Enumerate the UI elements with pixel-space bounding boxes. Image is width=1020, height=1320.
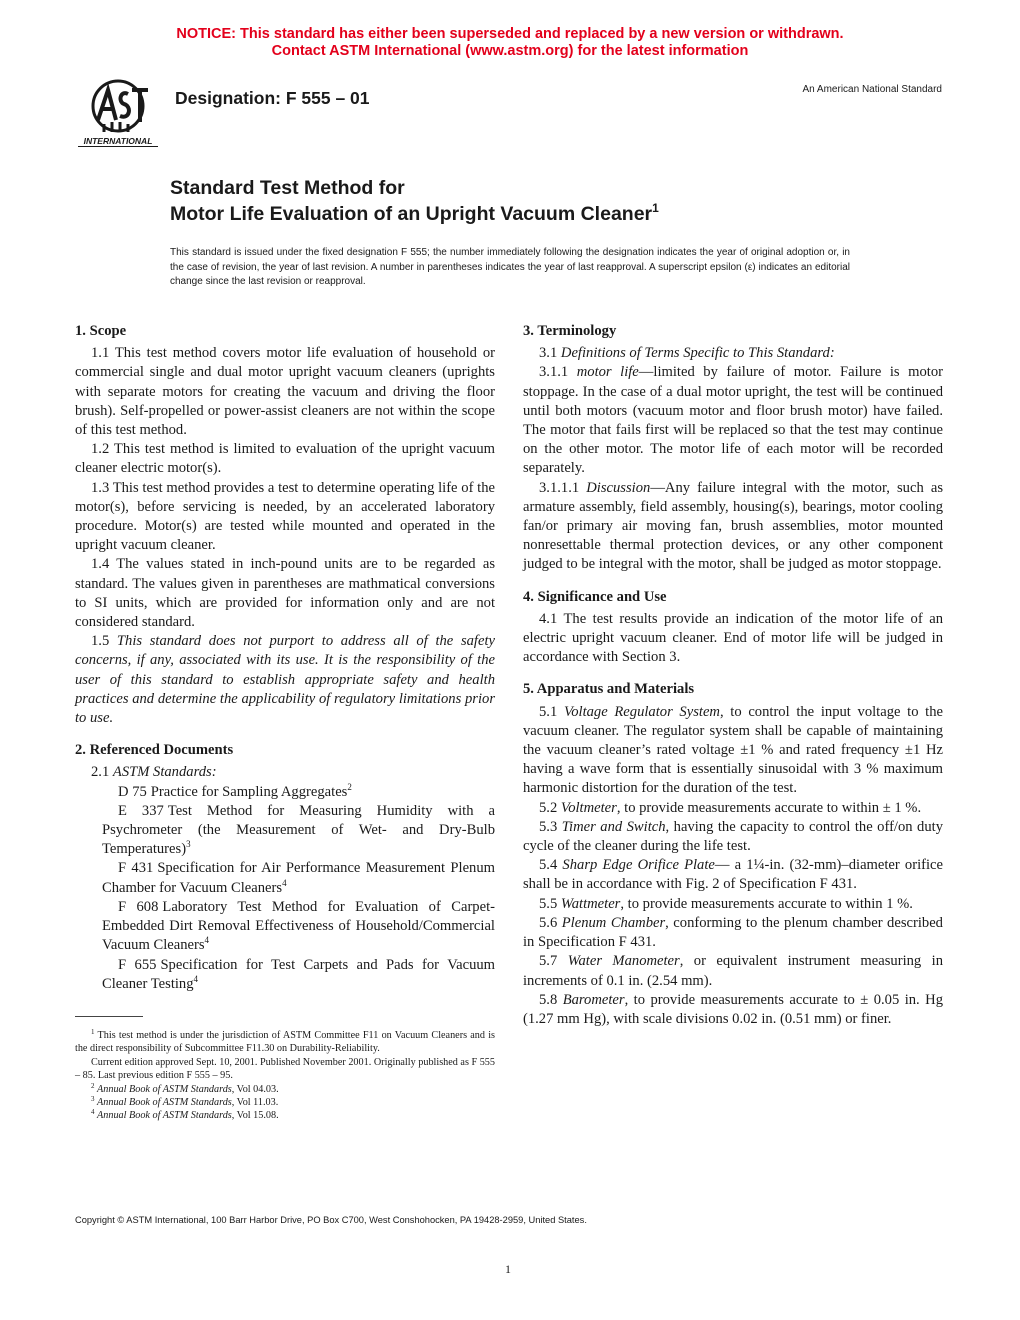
footnote-2: $^2$ Annual Book of ASTM Standards, Vol 04.03. [91, 1081, 279, 1095]
apparatus-item: 5.4 Sharp Edge Orifice Plate— a 1¼-in. (32-mm)–diameter orifice shall be in accordance with Fig. 2 of Specification F 431. [523, 857, 943, 893]
reference-item: F 655 Specification for Test Carpets and Pads for Vacuum Cleaner Testing$^4$ [102, 956, 496, 992]
section-terminology-heading: 3. Terminology [523, 323, 617, 339]
title-line-1: Standard Test Method for [170, 177, 405, 199]
scope-1-1: 1.1 This test method covers motor life evaluation of household or commercial single and dual motor upright vacuum cleaners (uprights with separate motors for creating the vacuum and driving the floor brush). Self-propelled or power-assist cleaners are not within the scope of this test method. [75, 345, 495, 439]
designation: Designation: F 555 – 01 [175, 88, 370, 108]
footnote-3: $^3$ Annual Book of ASTM Standards, Vol 11.03. [91, 1095, 279, 1109]
reference-item: F 431 Specification for Air Performance Measurement Plenum Chamber for Vacuum Cleaners$^4$ [102, 860, 495, 896]
footnote-divider [75, 1016, 143, 1017]
scope-1-3: 1.3 This test method provides a test to determine operating life of the motor(s), before servicing is needed, by an accelerated laboratory procedure. Motor(s) are tested while mounted and operated in the upright vacuum cleaner. [75, 479, 495, 554]
document-title [170, 175, 930, 227]
footnote-4: $^4$ Annual Book of ASTM Standards, Vol 15.08. [91, 1108, 279, 1122]
footnote-1-edition: Current edition approved Sept. 10, 2001. Published November 2001. Originally published as F 555 – 85. Last previous edition F 555 – 95. [75, 1056, 495, 1082]
terminology-3-1-1-1: 3.1.1.1 Discussion—Any failure integral with the motor, such as armature assembly, field assembly, housing(s), bearings, motor cooling fan/or primary air moving fan, brush assemblies, motor mounted nonresettable thermal protection devices, or any other component judged to be integral with the motor, shall be judged as motor stoppage. [523, 479, 943, 573]
scope-1-2: 1.2 This test method is limited to evaluation of the upright vacuum cleaner electric motor(s). [75, 441, 495, 477]
astm-logo-icon [76, 76, 160, 148]
section-references-heading: 2. Referenced Documents [75, 742, 234, 759]
apparatus-item: 5.1 Voltage Regulator System, to control the input voltage to the vacuum cleaner. The regulator system shall be capable of maintaining the vacuum cleaner’s rated voltage ±1 % and rated frequency ±1 Hz having a wave form that is essentially sinusoidal with 3 % maximum harmonic distortion for the duration of the test. [523, 703, 944, 797]
copyright-notice: Copyright © ASTM International, 100 Barr Harbor Drive, PO Box C700, West Conshohocken, PA 19428-2959, United States. [75, 1215, 587, 1225]
apparatus-item: 5.5 Wattmeter, to provide measurements accurate to within 1 %. [539, 895, 913, 912]
section-significance-heading: 4. Significance and Use [523, 588, 667, 605]
terminology-3-1: 3.1 Definitions of Terms Specific to This Standard: [539, 345, 835, 362]
footnotes [75, 1016, 495, 1123]
issuance-statement: This standard is issued under the fixed designation F 555; the number immediately following the designation indicates the year of original adoption or, in the case of revision, the year of last revision. A number in parentheses indicates the year of last reapproval. A superscript epsilon (ε) indicates an editorial change since the last revision or reapproval. [170, 247, 850, 287]
section-apparatus-heading: 5. Apparatus and Materials [523, 681, 695, 698]
apparatus-item: 5.7 Water Manometer, or equivalent instrument measuring in increments of 0.1 in. (2.54 mm). [523, 953, 943, 989]
references-2-1: 2.1 ASTM Standards: [91, 764, 217, 781]
right-column [523, 322, 943, 1029]
significance-4-1: 4.1 The test results provide an indication of the motor life of an electric upright vacuum cleaner. End of motor life will be judged in accordance with Section 3. [523, 610, 943, 666]
withdrawal-notice [0, 26, 1020, 60]
left-column [75, 322, 495, 994]
apparatus-item: 5.3 Timer and Switch, having the capacity to control the off/on duty cycle of the cleaner during the life test. [523, 818, 943, 855]
apparatus-item: 5.8 Barometer, to provide measurements accurate to ± 0.05 in. Hg (1.27 mm Hg), with scale divisions 0.02 in. (0.51 mm) or finer. [523, 991, 943, 1027]
title-line-2: Motor Life Evaluation of an Upright Vacuum Cleaner$^1$ [170, 201, 659, 225]
footnote-1: $^1$ This test method is under the jurisdiction of ASTM Committee F11 on Vacuum Cleaners and is the direct responsibility of Subcommittee F11.30 on Durability-Reliability. [75, 1028, 495, 1055]
apparatus-item: 5.6 Plenum Chamber, conforming to the plenum chamber described in Specification F 431. [523, 914, 943, 951]
reference-item: D 75 Practice for Sampling Aggregates$^2$ [118, 781, 352, 800]
scope-1-5: 1.5 This standard does not purport to address all of the safety concerns, if any, associated with its use. It is the responsibility of the user of this standard to establish appropriate safety and health practices and determine the applicability of regulatory limitations prior to use. [75, 633, 495, 727]
logo-org-text: INTERNATIONAL [83, 136, 153, 146]
page-number: 1 [505, 1262, 511, 1276]
notice-line-2: Contact ASTM International (www.astm.org) for the latest information [271, 43, 749, 59]
american-national-standard-label: An American National Standard [802, 84, 942, 95]
reference-item: E 337 Test Method for Measuring Humidity with a Psychrometer (the Measurement of Wet- and Dry-Bulb Temperatures)$^3$ [102, 802, 495, 858]
terminology-3-1-1: 3.1.1 motor life—limited by failure of motor. Failure is motor stoppage. In the case of a dual motor upright, the test will be continued until both motors (vacuum motor and floor brush motor) have failed. The motor that fails first will be replaced so that the test may continue on the other motor. The motor life of each motor will be recorded separately. [523, 364, 943, 477]
notice-line-1: NOTICE: This standard has either been superseded and replaced by a new version or withdrawn. [176, 26, 844, 42]
apparatus-item: 5.2 Voltmeter, to provide measurements accurate to within ± 1 %. [539, 799, 922, 816]
scope-1-4: 1.4 The values stated in inch-pound units are to be regarded as standard. The values given in parentheses are mathmatical conversions to SI units, which are provided for information only and are not considered standard. [75, 556, 495, 631]
reference-item: F 608 Laboratory Test Method for Evaluation of Carpet-Embedded Dirt Removal Effectiveness of Household/Commercial Vacuum Cleaners$^4$ [102, 898, 495, 954]
title-footnote-mark: 1 [652, 201, 659, 215]
section-scope-heading: 1. Scope [75, 323, 127, 339]
